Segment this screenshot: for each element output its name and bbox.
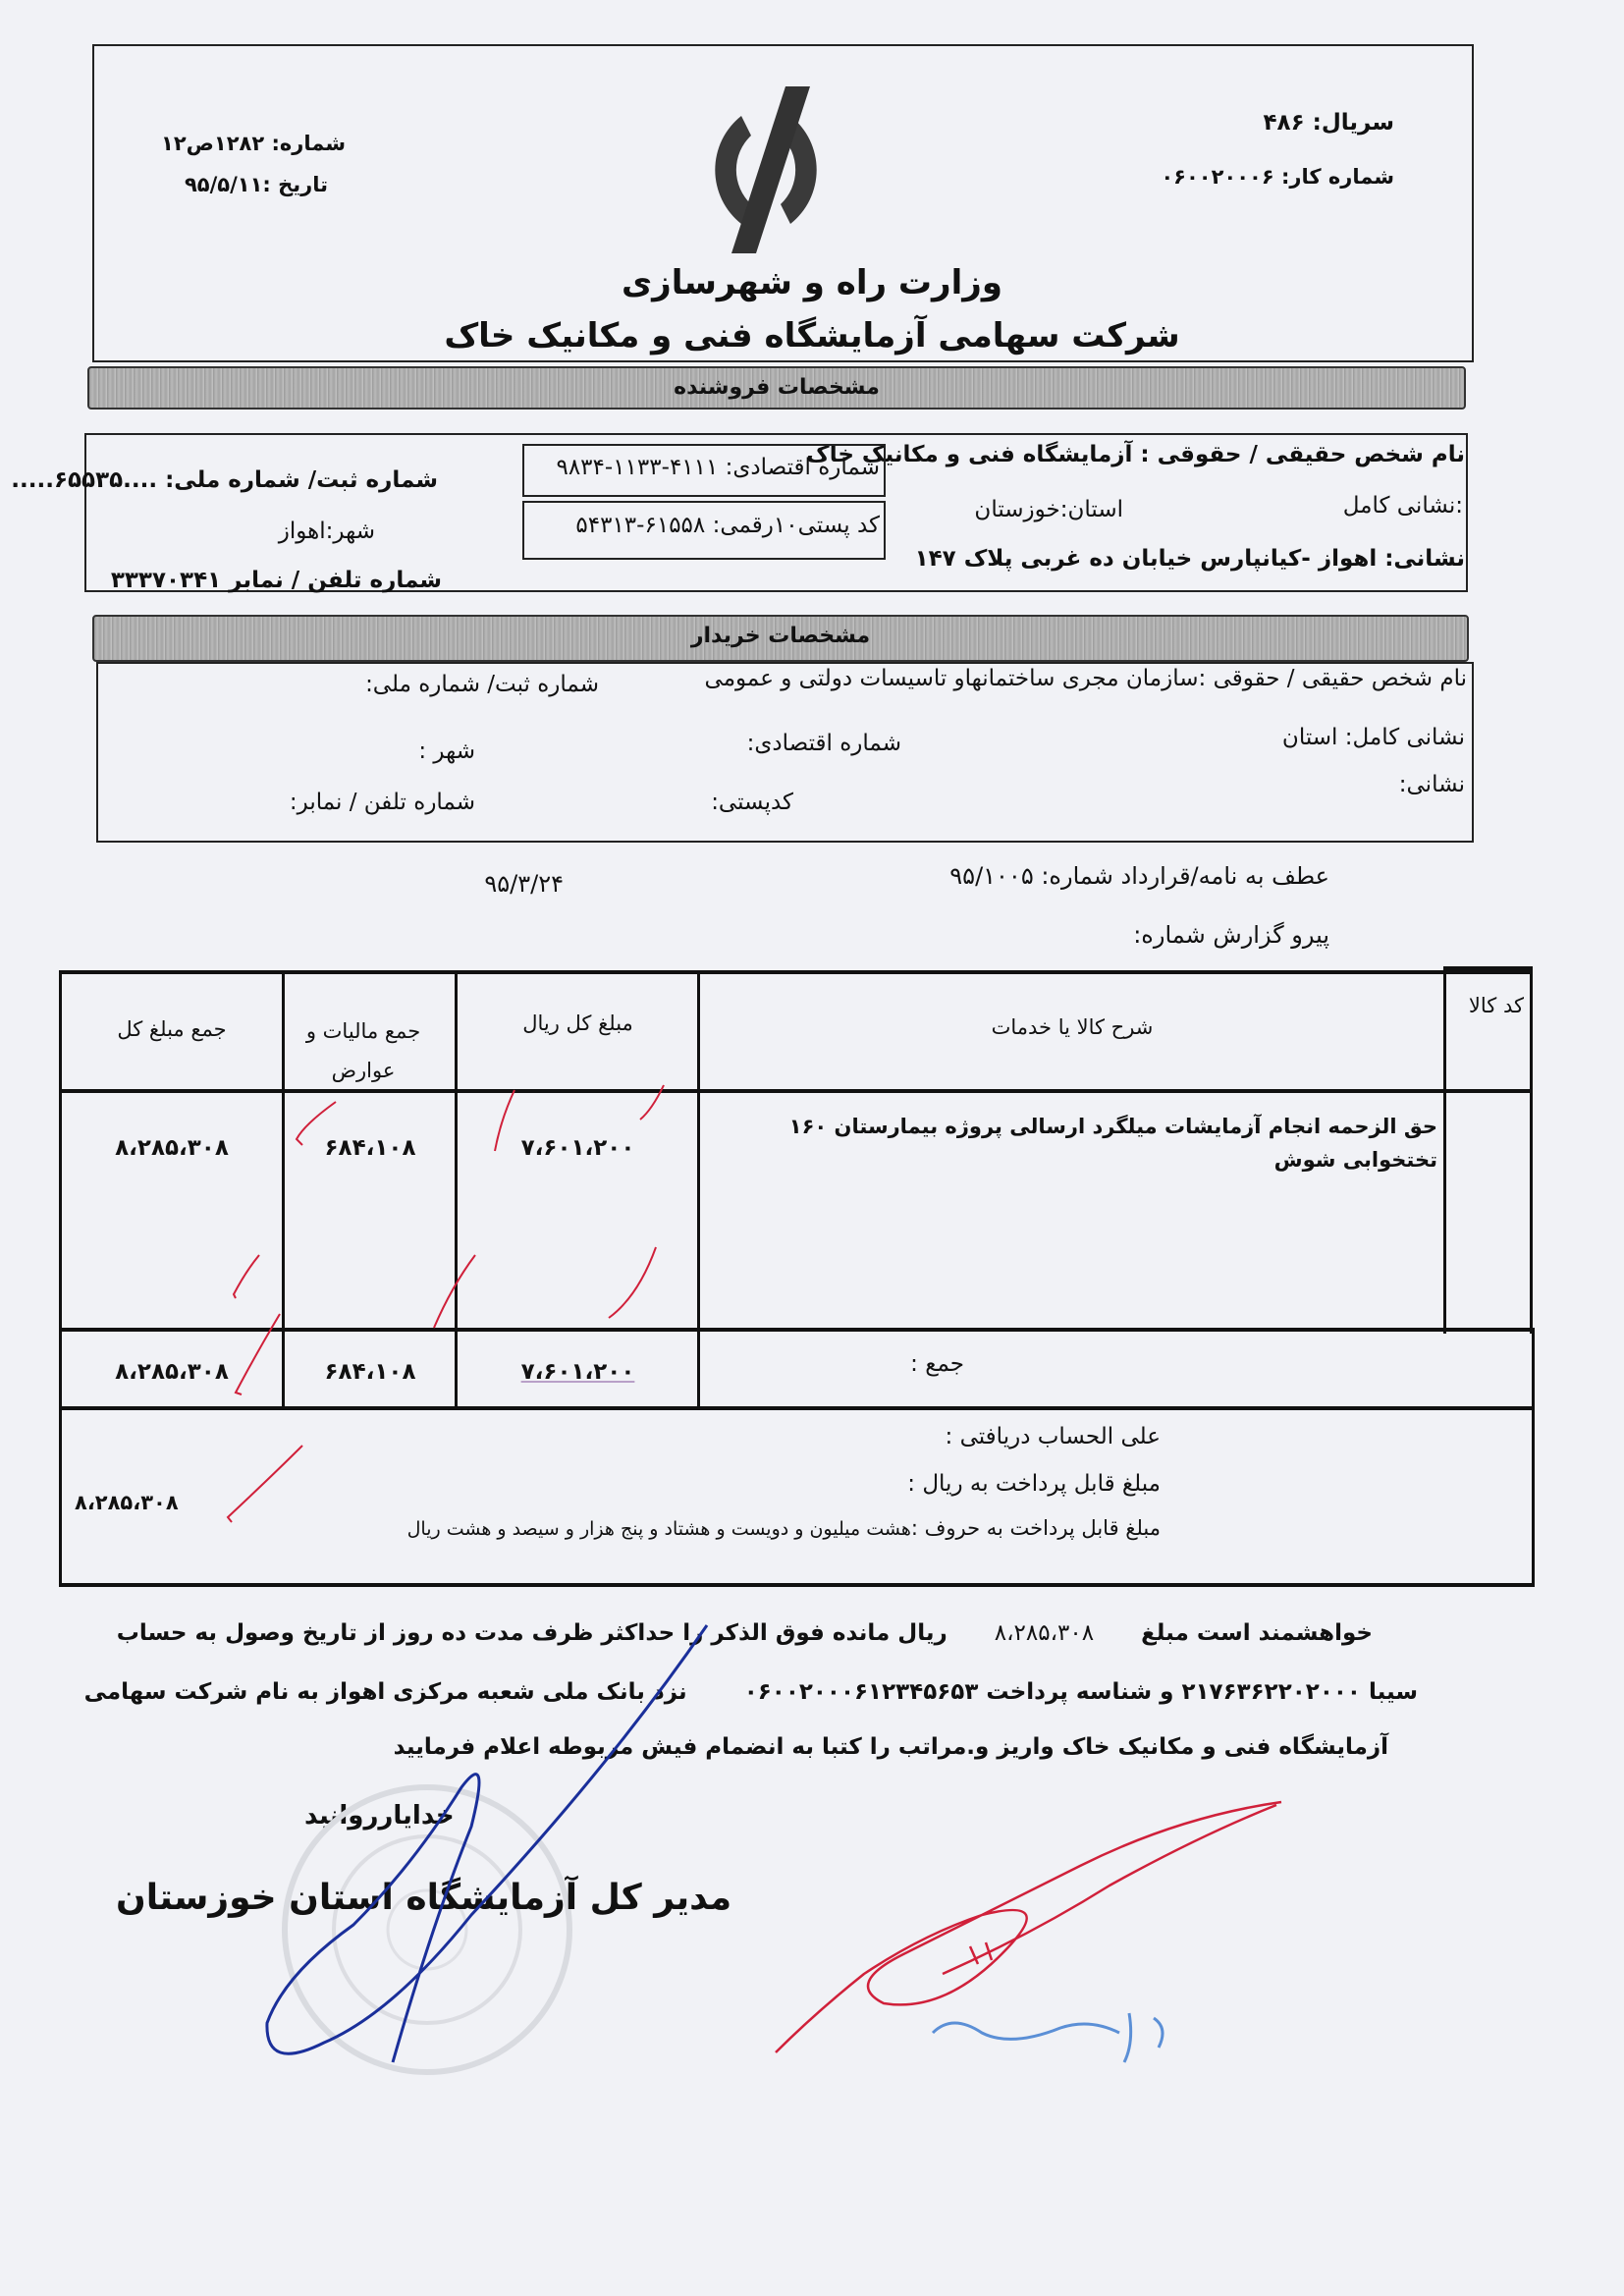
seller-economic-number: شماره اقتصادی: ۴۱۱۱-۱۱۳۳-۹۸۳۴ <box>556 455 880 480</box>
line1-amount: ۸،۲۸۵،۳۰۸ <box>994 1620 1095 1646</box>
line2-account: سیبا ۲۱۷۶۳۶۲۲۰۲۰۰۰ و شناسه پرداخت ۰۶۰۰۲۰۰۰۶۱۲۳۴۵۶۵۳ <box>743 1679 1418 1705</box>
report-reference: پیرو گزارش شماره: <box>1133 921 1329 949</box>
seller-province: استان:خوزستان <box>974 497 1123 522</box>
row-description: حق الزحمه انجام آزمایشات میلگرد ارسالی پروژه بیمارستان ۱۶۰ تختخوابی شوش <box>788 1115 1437 1172</box>
handwritten-name-icon <box>923 1994 1198 2082</box>
buyer-address: نشانی: <box>1398 772 1465 797</box>
header-tax: جمع مالیات و عوارض <box>305 1019 421 1082</box>
seller-full-address-label: :نشانی کامل <box>1342 493 1463 519</box>
ministry-title: وزارت راه و شهرسازی <box>621 263 1002 302</box>
advance-received-label: علی الحساب دریافتی : <box>945 1424 1161 1449</box>
payable-value: ۸،۲۸۵،۳۰۸ <box>75 1491 179 1514</box>
payable-words-value: هشت میلیون و دویست و هشتاد و پنج هزار و سیصد و هشت ریال <box>406 1518 911 1540</box>
buyer-postal-code: کدپستی: <box>711 790 793 815</box>
letter-number: شماره: ۱۲۸۲ص۱۲ <box>161 132 346 155</box>
row-total: ۸،۲۸۵،۳۰۸ <box>115 1135 229 1161</box>
serial-number: سریال: ۴۸۶ <box>1263 110 1394 136</box>
seller-name: نام شخص حقیقی / حقوقی : آزمایشگاه فنی و مکانیک خاک <box>806 442 1465 467</box>
header-total: جمع مبلغ کل <box>117 1017 227 1041</box>
seller-city: شهر:اهواز <box>278 519 375 544</box>
line2-bank: نزد بانک ملی شعبه مرکزی اهواز به نام شرکت سهامی <box>83 1679 687 1705</box>
closing-phrase: خدایارروانبد <box>304 1801 455 1831</box>
payable-label: مبلغ قابل پرداخت به ریال : <box>907 1471 1161 1497</box>
company-title: شرکت سهامی آزمایشگاه فنی و مکانیک خاک <box>444 316 1180 355</box>
line1-end: ریال مانده فوق الذکر را حداکثر ظرف مدت ده روز از تاریخ وصول به حساب <box>116 1620 947 1646</box>
signatory-title: مدیر کل آزمایشگاه استان خوزستان <box>116 1878 732 1918</box>
sum-tax: ۶۸۴،۱۰۸ <box>324 1359 416 1385</box>
sum-label: جمع : <box>910 1351 964 1377</box>
sum-amount: ۷،۶۰۱،۲۰۰ <box>520 1359 635 1385</box>
contract-date: ۹۵/۳/۲۴ <box>484 870 564 898</box>
header-code: کد کالا <box>1468 994 1524 1017</box>
seller-national-id: شماره ثبت/ شماره ملی: ....۶۵۵۳۵..... <box>11 467 438 493</box>
job-number: شماره کار: ۰۶۰۰۲۰۰۰۶ <box>1161 165 1394 189</box>
buyer-national-id: شماره ثبت/ شماره ملی: <box>365 672 599 697</box>
buyer-section-header: مشخصات خریدار <box>92 615 1469 662</box>
header-description: شرح کالا یا خدمات <box>991 1015 1154 1039</box>
buyer-phone: شماره تلفن / نمابر: <box>289 790 475 815</box>
seller-phone: شماره تلفن / نمابر ۳۳۳۷۰۳۴۱ <box>110 568 442 593</box>
header-amount: مبلغ کل ریال <box>522 1011 633 1035</box>
payment-request-line-3: آزمایشگاه فنی و مکانیک خاک واریز و.مراتب را کتبا به انضمام فیش مربوطه اعلام فرمایید <box>393 1734 1388 1760</box>
letter-date: تاریخ :۹۵/۵/۱۱ <box>184 173 328 196</box>
row-amount: ۷،۶۰۱،۲۰۰ <box>520 1135 635 1161</box>
buyer-city: شهر : <box>418 738 475 764</box>
line1-start: خواهشمند است مبلغ <box>1141 1620 1373 1646</box>
buyer-name: نام شخص حقیقی / حقوقی :سازمان مجری ساختمانهاو تاسیسات دولتی و عمومی <box>704 666 1467 691</box>
seller-address: نشانی: اهواز -کیانپارس خیابان ده غربی پلاک ۱۴۷ <box>914 546 1465 572</box>
contract-reference: عطف به نامه/قرارداد شماره: ۹۵/۱۰۰۵ <box>949 862 1329 890</box>
buyer-full-address: نشانی کامل: استان <box>1281 725 1465 750</box>
payable-words-label: مبلغ قابل پرداخت به حروف : <box>910 1516 1161 1540</box>
sum-total: ۸،۲۸۵،۳۰۸ <box>115 1359 229 1385</box>
row-tax: ۶۸۴،۱۰۸ <box>324 1135 416 1161</box>
seller-section-header: مشخصات فروشنده <box>87 366 1466 410</box>
seller-postal-code: کد پستی۱۰رقمی: ۶۱۵۵۸-۵۴۳۱۳ <box>575 513 880 538</box>
buyer-economic-number: شماره اقتصادی: <box>746 731 901 756</box>
